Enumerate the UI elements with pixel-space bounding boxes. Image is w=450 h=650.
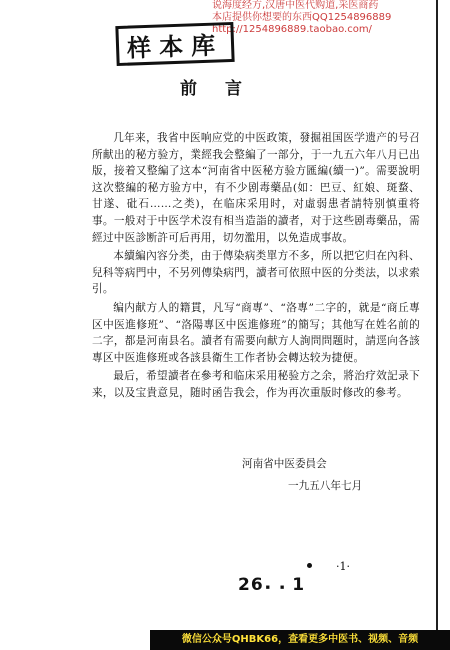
watermark-line-2: 本店提供你想要的东西QQ1254896889 bbox=[212, 12, 392, 23]
signature-block bbox=[232, 456, 362, 494]
watermark-line-1: 说海度经方,汉唐中医代购道,采医商药 bbox=[212, 0, 379, 11]
page-title: 前言 bbox=[180, 79, 270, 99]
preface-body bbox=[92, 130, 420, 404]
paragraph-4: 最后，希望讀者在參考和临床采用秘验方之余，將治疗效記录下来，以及宝貴意見，随时函告我会，作为再次重版时修改的參考。 bbox=[92, 370, 420, 399]
watermark-line-3: http://1254896889.taobao.com/ bbox=[212, 24, 372, 35]
paragraph-3: 编内献方人的籍貫，凡写“商專”、“洛專”二字的，就是“商丘專区中医進修班”、“洛陽專区中医進修班”的簡写；其他写在姓名前的二字，都是河南县名。讀者有需要向献方人詢問問题时，請逕向各該專区中医進修班或各該县衛生工作者协会轉达较为捷便。 bbox=[92, 301, 420, 364]
shop-watermark bbox=[212, 0, 442, 36]
paragraph-2: 本續編內容分类，由于傳染病类單方不多，所以把它归在內科、兒科等病門中，不另列傳染病門，讀者可依照中医的分类法，以求索引。 bbox=[92, 250, 420, 296]
inventory-number-stamp: 26⠄⠄1 bbox=[238, 575, 306, 595]
page-number: ·1· bbox=[336, 560, 350, 573]
wechat-promo-banner: 微信公众号QHBK66，查看更多中医书、视频、音频 bbox=[150, 630, 450, 650]
signature-organization: 河南省中医委員会 bbox=[242, 458, 327, 470]
scan-edge-line bbox=[436, 0, 438, 632]
paragraph-1: 几年来，我省中医响应党的中医政策，發掘祖国医学遗产的号召所献出的秘方验方，業經我会整編了一部分，于一九五六年八月已出版，接着又整編了这本“河南省中医秘方验方匯編(續一)”。需要說明这次整編的秘方验方中，有不少剧毒藥品(如：巴豆、紅娘、斑蝥、甘遂、砒石……之类)，在临床采用时，对虛弱患者請特别慎重将事。一般对于中医学术沒有相当造詣的讀者，对于这些剧毒藥品，需經过中医診断許可后再用，切勿濫用，以免造成事故。 bbox=[92, 132, 420, 244]
signature-date: 一九五八年七月 bbox=[288, 480, 363, 492]
scan-dot-mark bbox=[307, 563, 312, 568]
sample-library-stamp: 样本库 bbox=[115, 22, 234, 66]
